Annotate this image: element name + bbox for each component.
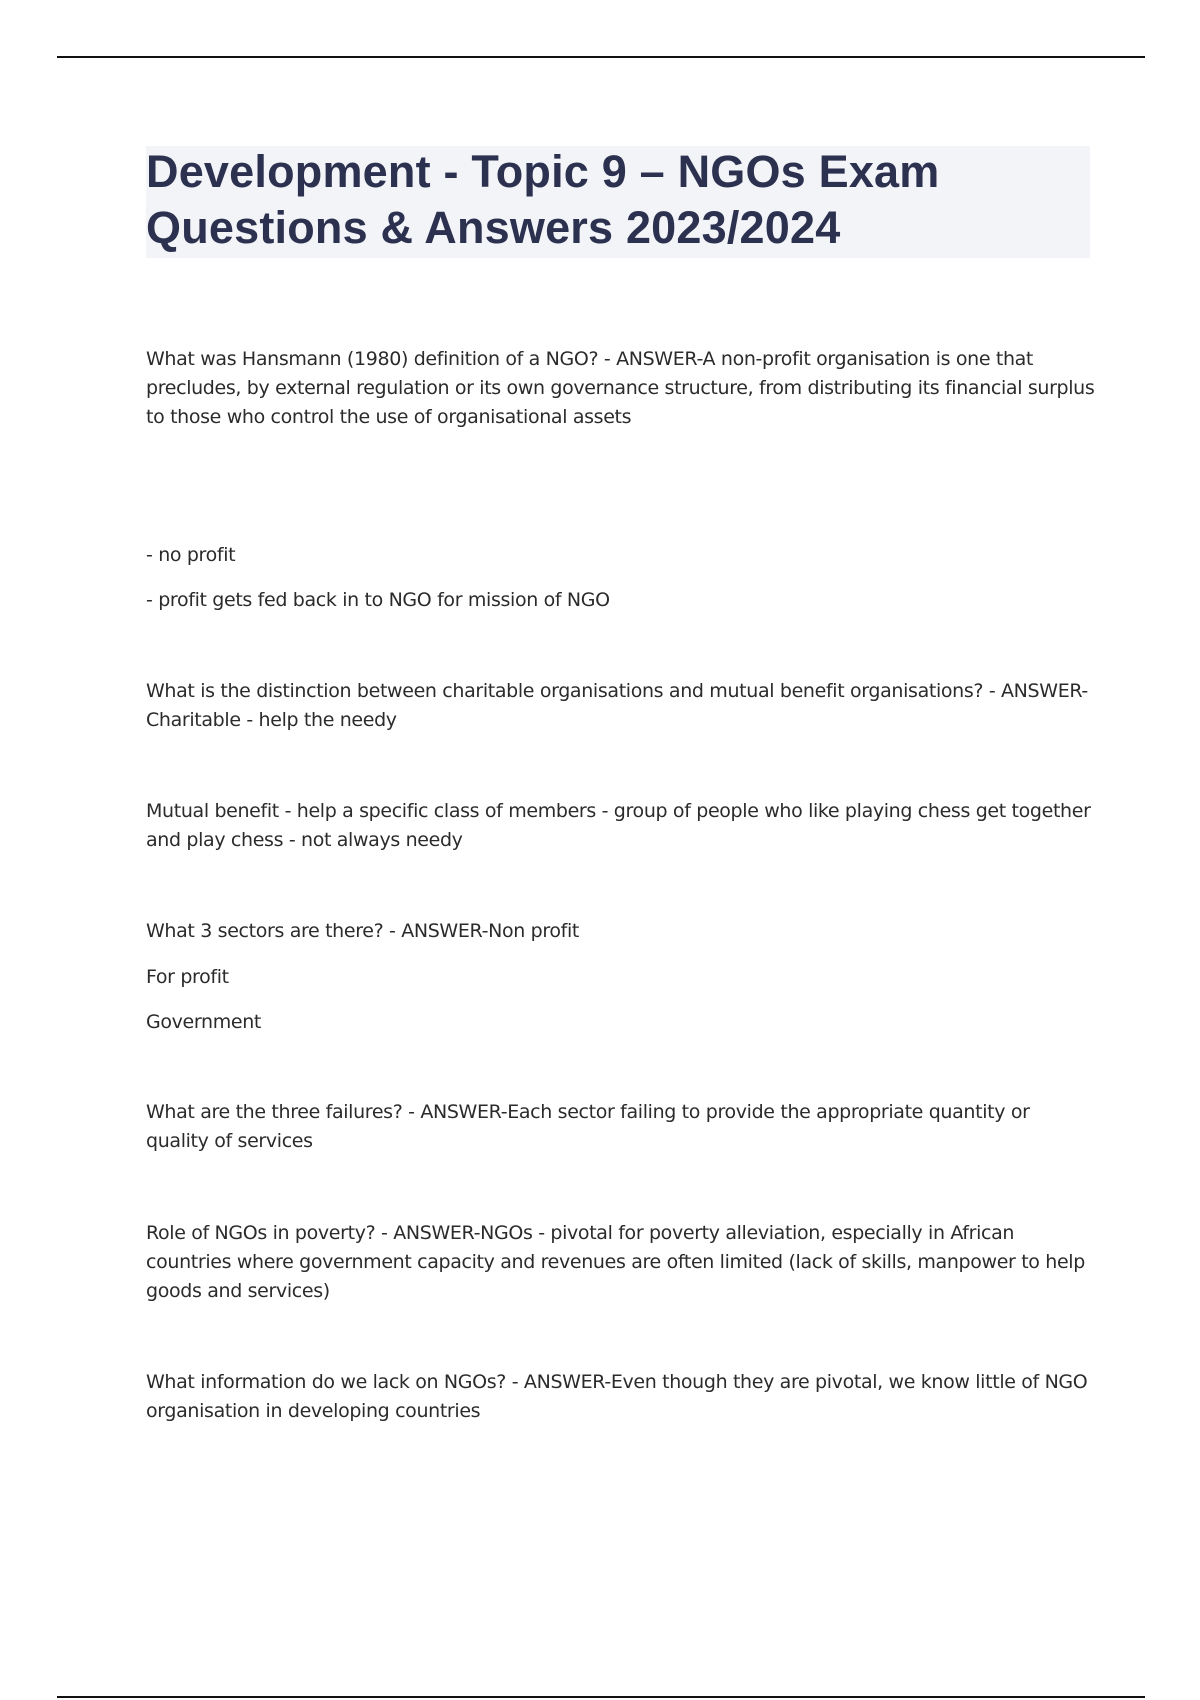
top-rule <box>57 56 1145 58</box>
qa-charitable-vs-mutual: What is the distinction between charitable organisations and mutual benefit organisations? - ANSWER-Charitable - help the needy <box>146 680 1088 731</box>
mutual-benefit-paragraph: Mutual benefit - help a specific class of members - group of people who like playing chess get together and play chess - not always needy <box>146 800 1091 851</box>
sector-government: Government <box>146 1011 261 1033</box>
qa-hansmann-definition: What was Hansmann (1980) definition of a NGO? - ANSWER-A non-profit organisation is one that precludes, by external regulation or its own governance structure, from distributing its financial surplus to those who control the use of organisational assets <box>146 348 1095 428</box>
bottom-rule <box>57 1696 1145 1698</box>
qa-three-sectors: What 3 sectors are there? - ANSWER-Non profit <box>146 920 580 942</box>
qa-three-failures: What are the three failures? - ANSWER-Each sector failing to provide the appropriate quantity or quality of services <box>146 1101 1030 1152</box>
document-title: Development - Topic 9 – NGOs Exam Questions & Answers 2023/2024 <box>146 146 940 253</box>
bullet-no-profit: - no profit <box>146 544 236 566</box>
sector-for-profit: For profit <box>146 966 229 988</box>
qa-ngos-poverty: Role of NGOs in poverty? - ANSWER-NGOs - pivotal for poverty alleviation, especially in African countries where government capacity and revenues are often limited (lack of skills, manpower to help goods and services) <box>146 1222 1085 1302</box>
qa-information-lack: What information do we lack on NGOs? - ANSWER-Even though they are pivotal, we know little of NGO organisation in developing countries <box>146 1371 1088 1422</box>
bullet-profit-fed-back: - profit gets fed back in to NGO for mission of NGO <box>146 589 610 611</box>
